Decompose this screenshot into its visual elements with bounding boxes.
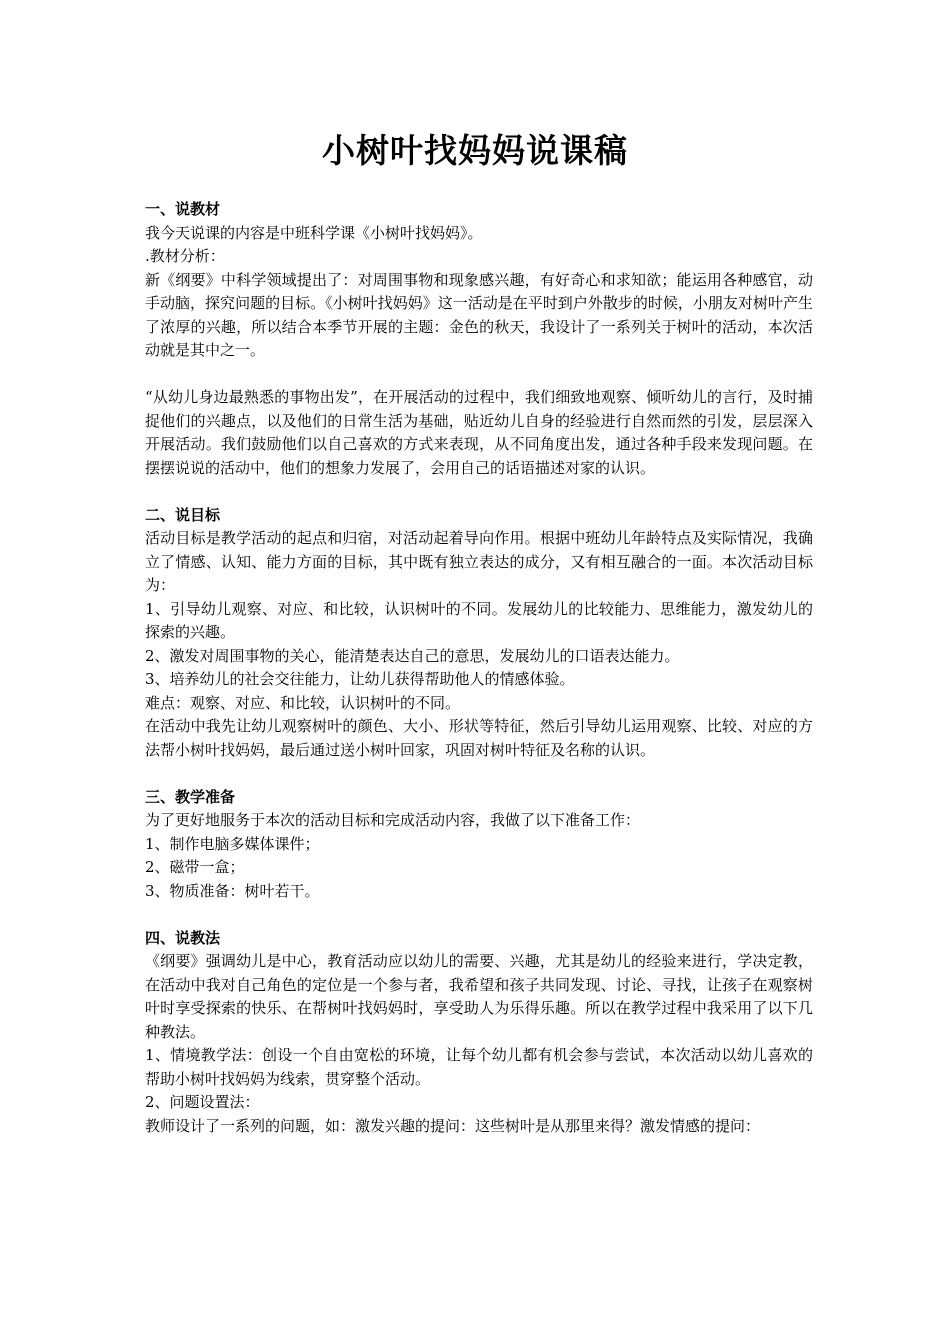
section-spacer [145, 903, 813, 927]
section-preparation [145, 786, 813, 904]
list-item: 2、激发对周围事物的关心，能清楚表达自己的意思，发展幼儿的口语表达能力。 [145, 646, 680, 665]
list-item: 2、问题设置法： [145, 1093, 260, 1111]
paragraph: 难点：观察、对应、和比较，认识树叶的不同。 [145, 693, 461, 712]
paragraph: 《纲要》强调幼儿是中心，教育活动应以幼儿的需要、兴趣，尤其是幼儿的经验来进行，学决定教，在活动中我对自己角色的定位是一个参与者，我希望和孩子共同发现、讨论、寻找，让孩子在观察树叶时享受探索的快乐、在帮树叶找妈妈时，享受助人为乐得乐趣。所以在教学过程中我采用了以下几种教法。 [145, 952, 813, 1041]
section-teaching-methods [145, 927, 813, 1139]
section-heading: 三、教学准备 [145, 787, 236, 806]
document-title: 小树叶找妈妈说课稿 [322, 131, 628, 170]
paragraph: 教师设计了一系列的问题，如：激发兴趣的提问：这些树叶是从那里来得？激发情感的提问： [145, 1116, 761, 1135]
list-item: 1、制作电脑多媒体课件； [145, 834, 320, 853]
paragraph: .教材分析： [145, 247, 225, 265]
paragraph: 为了更好地服务于本次的活动目标和完成活动内容，我做了以下准备工作： [145, 811, 641, 829]
section-heading: 一、说教材 [145, 200, 221, 218]
paragraph: 在活动中我先让幼儿观察树叶的颜色、大小、形状等特征，然后引导幼儿运用观察、比较、对应的方法帮小树叶找妈妈，最后通过送小树叶回家，巩固对树叶特征及名称的认识。 [145, 717, 813, 759]
list-item: 2、磁带一盒； [145, 858, 245, 876]
paragraph: “从幼儿身边最熟悉的事物出发”，在开展活动的过程中，我们细致地观察、倾听幼儿的言行，及时捕捉他们的兴趣点，以及他们的日常生活为基础，贴近幼儿自身的经验进行自然而然的引发，层层深入开展活动。我们鼓励他们以自己喜欢的方式来表现，从不同角度出发，通过各种手段来发现问题。在摆摆说说的活动中，他们的想象力发展了，会用自己的话语描述对家的认识。 [145, 388, 813, 477]
paragraph-spacer [145, 363, 813, 387]
section-heading: 四、说教法 [145, 928, 221, 947]
section-spacer [145, 762, 813, 786]
paragraph: 新《纲要》中科学领域提出了：对周围事物和现象感兴趣，有好奇心和求知欲；能运用各种感官，动手动脑，探究问题的目标。《小树叶找妈妈》这一活动是在平时到户外散步的时候，小朋友对树叶产生了浓厚的兴趣，所以结合本季节开展的主题：金色的秋天，我设计了一系列关于树叶的活动，本次活动就是其中之一。 [145, 270, 813, 359]
paragraph: 活动目标是教学活动的起点和归宿，对活动起着导向作用。根据中班幼儿年龄特点及实际情况，我确立了情感、认知、能力方面的目标，其中既有独立表达的成分，又有相互融合的一面。本次活动目标为： [145, 529, 813, 594]
list-item: 3、物质准备：树叶若干。 [145, 881, 320, 900]
section-spacer [145, 480, 813, 504]
section-objectives [145, 504, 813, 763]
list-item: 1、引导幼儿观察、对应、和比较，认识树叶的不同。发展幼儿的比较能力、思维能力，激发幼儿的探索的兴趣。 [145, 599, 813, 641]
paragraph: 我今天说课的内容是中班科学课《小树叶找妈妈》。 [145, 223, 483, 242]
section-teaching-material [145, 198, 813, 480]
section-heading: 二、说目标 [145, 505, 221, 524]
document-body [145, 198, 813, 1138]
list-item: 3、培养幼儿的社会交往能力，让幼儿获得帮助他人的情感体验。 [145, 670, 575, 688]
list-item: 1、情境教学法：创设一个自由宽松的环境，让每个幼儿都有机会参与尝试，本次活动以幼儿喜欢的帮助小树叶找妈妈为线索，贯穿整个活动。 [145, 1046, 813, 1088]
